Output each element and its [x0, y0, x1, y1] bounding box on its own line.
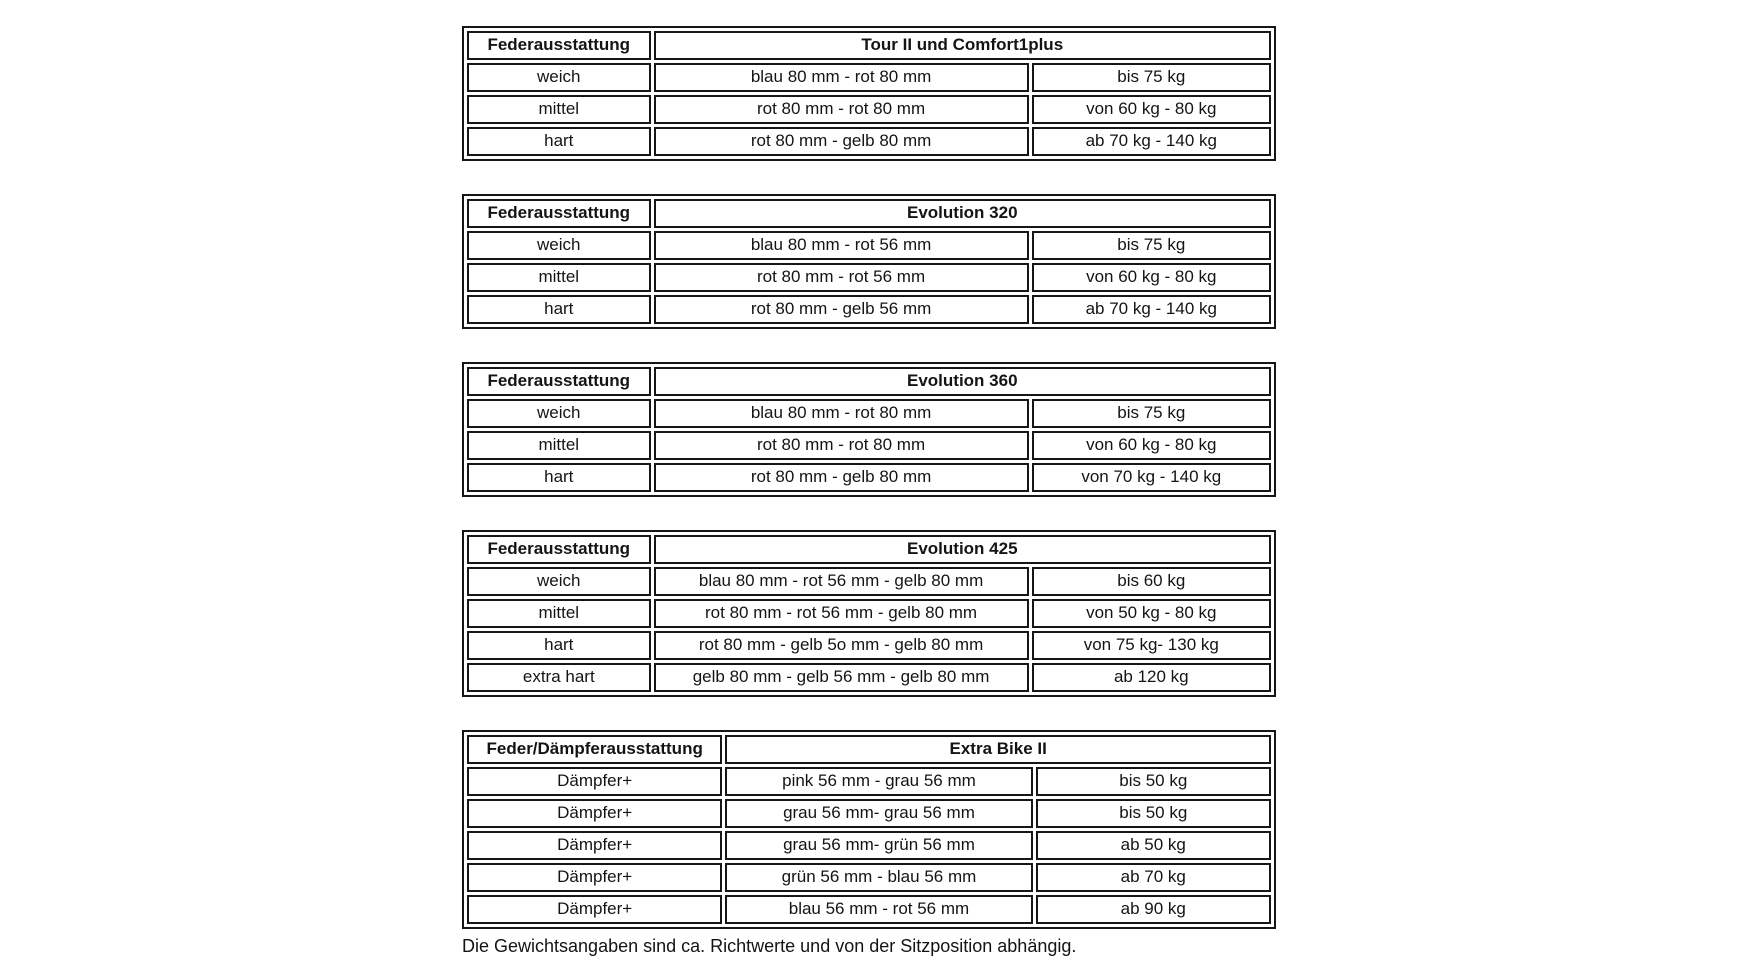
col1-header: Federausstattung: [467, 31, 651, 60]
stiffness-label-cell: extra hart: [467, 663, 651, 692]
table-row: [467, 295, 1271, 324]
table-title: Extra Bike II: [725, 735, 1271, 764]
header-row: [467, 367, 1271, 396]
weight-range-cell: von 70 kg - 140 kg: [1032, 463, 1271, 492]
header-row: [467, 199, 1271, 228]
stiffness-label-cell: weich: [467, 231, 651, 260]
table-row: [467, 63, 1271, 92]
table-row: [467, 599, 1271, 628]
header-row: [467, 735, 1271, 764]
stiffness-label-cell: weich: [467, 399, 651, 428]
table-title: Evolution 425: [654, 535, 1271, 564]
table-row: [467, 831, 1271, 860]
spring-config-cell: rot 80 mm - rot 80 mm: [654, 95, 1029, 124]
spring-config-cell: rot 80 mm - gelb 80 mm: [654, 127, 1029, 156]
spring-config-cell: rot 80 mm - gelb 80 mm: [654, 463, 1029, 492]
stiffness-label-cell: hart: [467, 295, 651, 324]
stiffness-label-cell: Dämpfer+: [467, 863, 722, 892]
stiffness-label-cell: mittel: [467, 431, 651, 460]
stiffness-label-cell: Dämpfer+: [467, 767, 722, 796]
weight-range-cell: bis 60 kg: [1032, 567, 1271, 596]
weight-range-cell: ab 70 kg - 140 kg: [1032, 127, 1271, 156]
table-row: [467, 127, 1271, 156]
table-row: [467, 567, 1271, 596]
spec-table-evolution-360: [462, 362, 1276, 497]
weight-range-cell: von 50 kg - 80 kg: [1032, 599, 1271, 628]
spring-config-cell: rot 80 mm - gelb 56 mm: [654, 295, 1029, 324]
weight-range-cell: von 60 kg - 80 kg: [1032, 263, 1271, 292]
weight-range-cell: von 75 kg- 130 kg: [1032, 631, 1271, 660]
table-row: [467, 799, 1271, 828]
col1-header: Federausstattung: [467, 199, 651, 228]
table-row: [467, 895, 1271, 924]
weight-range-cell: ab 50 kg: [1036, 831, 1271, 860]
weight-range-cell: ab 70 kg: [1036, 863, 1271, 892]
table-title: Evolution 320: [654, 199, 1271, 228]
weight-range-cell: bis 50 kg: [1036, 767, 1271, 796]
spring-config-cell: pink 56 mm - grau 56 mm: [725, 767, 1032, 796]
spring-config-cell: rot 80 mm - rot 56 mm: [654, 263, 1029, 292]
table-row: [467, 431, 1271, 460]
table-title: Evolution 360: [654, 367, 1271, 396]
spring-config-cell: blau 80 mm - rot 56 mm - gelb 80 mm: [654, 567, 1029, 596]
stiffness-label-cell: hart: [467, 127, 651, 156]
table-row: [467, 263, 1271, 292]
spec-tables: [462, 26, 1276, 929]
spring-config-cell: blau 80 mm - rot 80 mm: [654, 399, 1029, 428]
spec-table-evolution-425: [462, 530, 1276, 697]
table-row: [467, 663, 1271, 692]
weight-range-cell: von 60 kg - 80 kg: [1032, 95, 1271, 124]
stiffness-label-cell: weich: [467, 567, 651, 596]
stiffness-label-cell: mittel: [467, 599, 651, 628]
spring-config-cell: rot 80 mm - rot 56 mm - gelb 80 mm: [654, 599, 1029, 628]
table-row: [467, 399, 1271, 428]
weight-range-cell: bis 75 kg: [1032, 399, 1271, 428]
stiffness-label-cell: hart: [467, 631, 651, 660]
spec-table-tour-ii-und-comfort1plus: [462, 26, 1276, 161]
table-title: Tour II und Comfort1plus: [654, 31, 1271, 60]
stiffness-label-cell: Dämpfer+: [467, 895, 722, 924]
col1-header: Feder/Dämpferausstattung: [467, 735, 722, 764]
spring-config-cell: grün 56 mm - blau 56 mm: [725, 863, 1032, 892]
spring-config-cell: gelb 80 mm - gelb 56 mm - gelb 80 mm: [654, 663, 1029, 692]
spring-config-cell: blau 56 mm - rot 56 mm: [725, 895, 1032, 924]
table-row: [467, 231, 1271, 260]
spec-table-evolution-320: [462, 194, 1276, 329]
header-row: [467, 535, 1271, 564]
stiffness-label-cell: Dämpfer+: [467, 831, 722, 860]
weight-range-cell: bis 75 kg: [1032, 63, 1271, 92]
table-row: [467, 631, 1271, 660]
weight-range-cell: ab 70 kg - 140 kg: [1032, 295, 1271, 324]
stiffness-label-cell: Dämpfer+: [467, 799, 722, 828]
spring-config-cell: grau 56 mm- grau 56 mm: [725, 799, 1032, 828]
spring-config-cell: rot 80 mm - rot 80 mm: [654, 431, 1029, 460]
stiffness-label-cell: weich: [467, 63, 651, 92]
spring-config-cell: grau 56 mm- grün 56 mm: [725, 831, 1032, 860]
footer-note: Die Gewichtsangaben sind ca. Richtwerte und von der Sitzposition abhängig.: [462, 936, 1077, 956]
table-row: [467, 863, 1271, 892]
weight-range-cell: bis 75 kg: [1032, 231, 1271, 260]
weight-range-cell: ab 90 kg: [1036, 895, 1271, 924]
spring-config-cell: blau 80 mm - rot 80 mm: [654, 63, 1029, 92]
header-row: [467, 31, 1271, 60]
weight-range-cell: bis 50 kg: [1036, 799, 1271, 828]
table-row: [467, 767, 1271, 796]
stiffness-label-cell: mittel: [467, 95, 651, 124]
spring-config-cell: blau 80 mm - rot 56 mm: [654, 231, 1029, 260]
col1-header: Federausstattung: [467, 535, 651, 564]
tables-container: [462, 26, 1276, 957]
weight-range-cell: von 60 kg - 80 kg: [1032, 431, 1271, 460]
col1-header: Federausstattung: [467, 367, 651, 396]
stiffness-label-cell: hart: [467, 463, 651, 492]
spec-table-extra-bike-ii: [462, 730, 1276, 929]
table-row: [467, 95, 1271, 124]
stiffness-label-cell: mittel: [467, 263, 651, 292]
spring-config-cell: rot 80 mm - gelb 5o mm - gelb 80 mm: [654, 631, 1029, 660]
table-row: [467, 463, 1271, 492]
weight-range-cell: ab 120 kg: [1032, 663, 1271, 692]
